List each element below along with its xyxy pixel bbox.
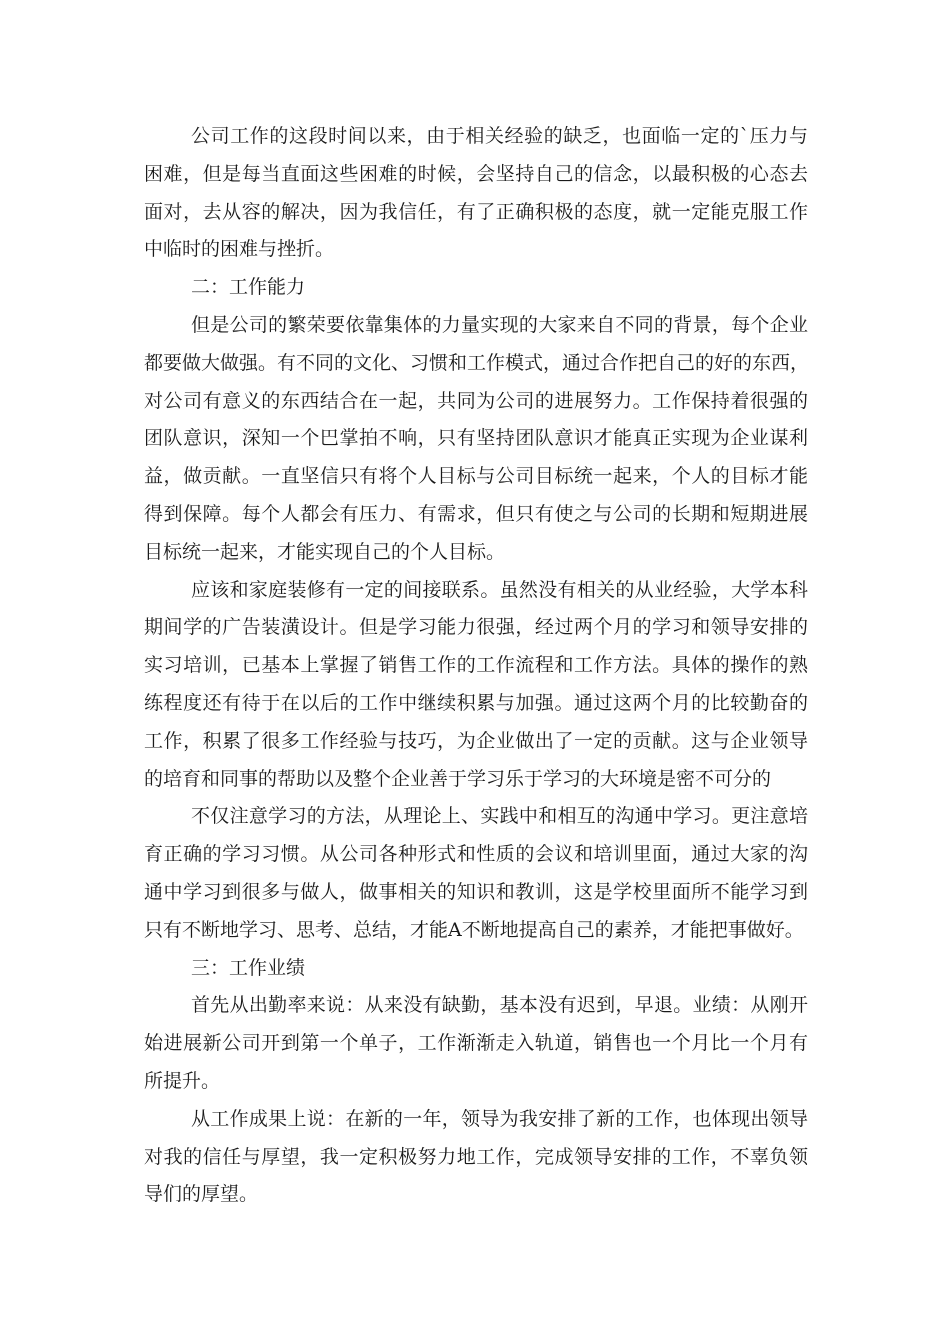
text-line: 对我的信任与厚望，我一定积极努力地工作，完成领导安排的工作，不辜负领 (144, 1145, 808, 1168)
text-line: 面对，去从容的解决，因为我信任，有了正确积极的态度，就一定能克服工作 (144, 200, 808, 223)
text-line: 都要做大做强。有不同的文化、习惯和工作模式，通过合作把自己的好的东西， (144, 351, 810, 374)
document-body (144, 118, 808, 1214)
text-line: 应该和家庭装修有一定的间接联系。虽然没有相关的从业经验，大学本科 (191, 578, 808, 601)
text-line: 益，做贡献。一直坚信只有将个人目标与公司目标统一起来，个人的目标才能 (144, 465, 808, 488)
text-line: 始进展新公司开到第一个单子，工作渐渐走入轨道，销售也一个月比一个月有 (144, 1032, 808, 1055)
text-line: 期间学的广告装潢设计。但是学习能力很强，经过两个月的学习和领导安排的 (144, 616, 808, 639)
text-line: 困难，但是每当直面这些困难的时候，会坚持自己的信念，以最积极的心态去 (144, 162, 808, 185)
text-line: 但是公司的繁荣要依靠集体的力量实现的大家来自不同的背景，每个企业 (191, 313, 808, 336)
text-line: 只有不断地学习、思考、总结，才能A不断地提高自己的素养，才能把事做好。 (144, 918, 804, 941)
text-line: 导们的厚望。 (144, 1183, 259, 1206)
text-line: 育正确的学习习惯。从公司各种形式和性质的会议和培训里面，通过大家的沟 (144, 843, 808, 866)
text-line: 所提升。 (144, 1069, 221, 1092)
text-line: 团队意识，深知一个巴掌拍不响，只有坚持团队意识才能真正实现为企业谋利 (144, 427, 808, 450)
section-heading-ability: 二：工作能力 (191, 276, 306, 299)
text-line: 实习培训，已基本上掌握了销售工作的工作流程和工作方法。具体的操作的熟 (144, 654, 808, 677)
text-line: 中临时的困难与挫折。 (144, 238, 335, 261)
text-line: 不仅注意学习的方法，从理论上、实践中和相互的沟通中学习。更注意培 (191, 805, 808, 828)
text-line: 目标统一起来，才能实现自己的个人目标。 (144, 540, 506, 563)
text-line: 工作，积累了很多工作经验与技巧，为企业做出了一定的贡献。这与企业领导 (144, 729, 808, 752)
text-line: 通中学习到很多与做人，做事相关的知识和教训，这是学校里面所不能学习到 (144, 880, 808, 903)
text-line: 公司工作的这段时间以来，由于相关经验的缺乏，也面临一定的`压力与 (191, 125, 808, 147)
text-line: 从工作成果上说：在新的一年，领导为我安排了新的工作，也体现出领导 (191, 1107, 808, 1130)
text-line: 的培育和同事的帮助以及整个企业善于学习乐于学习的大环境是密不可分的 (144, 767, 772, 790)
text-line: 练程度还有待于在以后的工作中继续积累与加强。通过这两个月的比较勤奋的 (144, 691, 808, 714)
text-line: 首先从出勤率来说：从来没有缺勤，基本没有迟到，早退。业绩：从刚开 (191, 994, 808, 1017)
text-line: 得到保障。每个人都会有压力、有需求，但只有使之与公司的长期和短期进展 (144, 502, 808, 525)
section-heading-performance: 三：工作业绩 (191, 956, 306, 979)
text-line: 对公司有意义的东西结合在一起，共同为公司的进展努力。工作保持着很强的 (144, 389, 808, 412)
